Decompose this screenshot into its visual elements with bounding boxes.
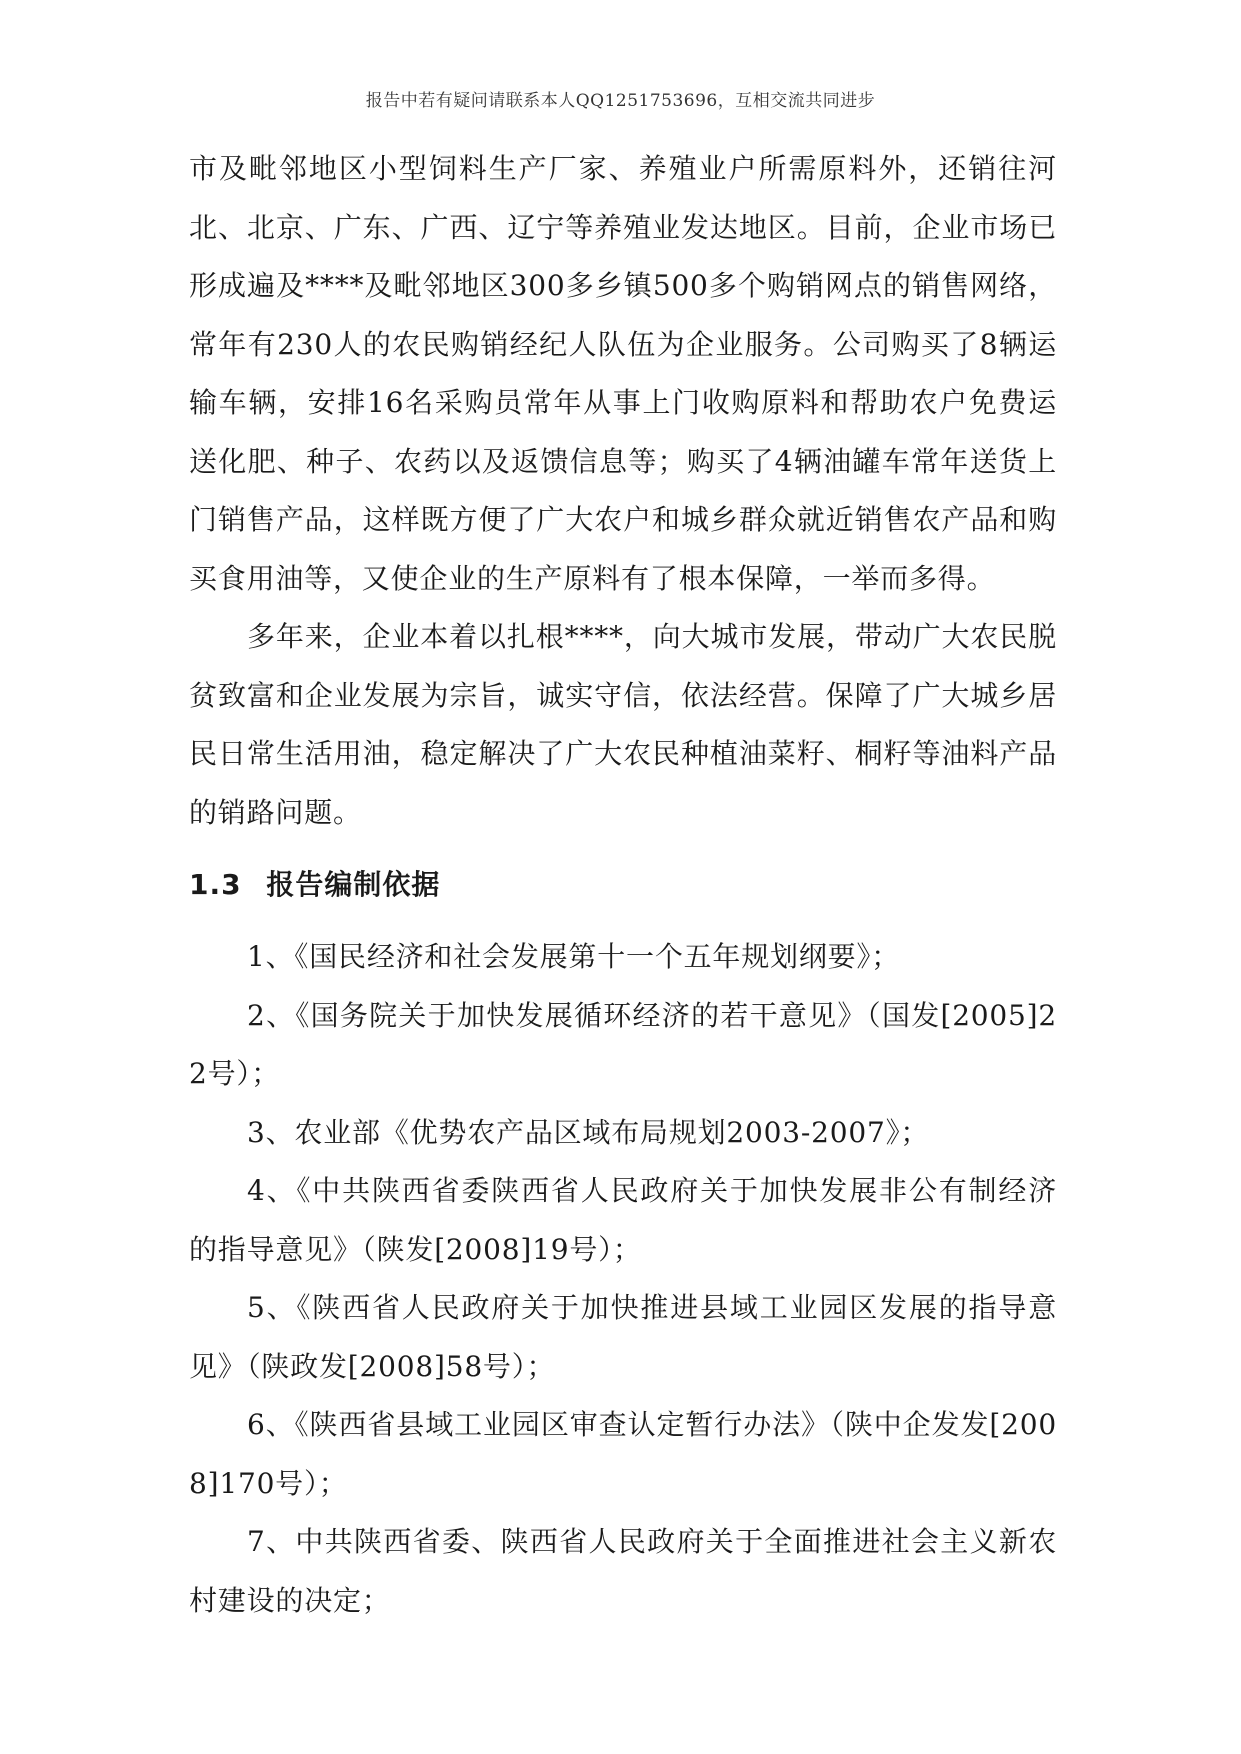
reference-item-3: 3、农业部《优势农产品区域布局规划2003-2007》； [247, 1115, 930, 1149]
reference-item-1: 1、《国民经济和社会发展第十一个五年规划纲要》； [247, 940, 901, 973]
reference-item-5: 5、《陕西省人民政府关于加快推进县域工业园区发展的指导意见》（陕政发[2008]58号）； [189, 1291, 1057, 1383]
section-title: 报告编制依据 [266, 868, 441, 901]
body-paragraph-2: 多年来，企业本着以扎根****，向大城市发展，带动广大农民脱贫致富和企业发展为宗旨，诚实守信，依法经营。保障了广大城乡居民日常生活用油，稳定解决了广大农民种植油菜籽、桐籽等油料产品的销路问题。 [189, 620, 1057, 829]
reference-item-2: 2、《国务院关于加快发展循环经济的若干意见》（国发[2005]22号）； [189, 998, 1057, 1090]
reference-item-4: 4、《中共陕西省委陕西省人民政府关于加快发展非公有制经济的指导意见》（陕发[2008]19号）； [189, 1174, 1057, 1266]
body-paragraph-1: 市及毗邻地区小型饲料生产厂家、养殖业户所需原料外，还销往河北、北京、广东、广西、辽宁等养殖业发达地区。目前，企业市场已形成遍及****及毗邻地区300多乡镇500多个购销网点的销售网络，常年有230人的农民购销经纪人队伍为企业服务。公司购买了8辆运输车辆，安排16名采购员常年从事上门收购原料和帮助农户免费运送化肥、种子、农药以及返馈信息等；购买了4辆油罐车常年送货上门销售产品，这样既方便了广大农户和城乡群众就近销售农产品和购买食用油等，又使企业的生产原料有了根本保障，一举而多得。 [189, 152, 1057, 595]
reference-item-6: 6、《陕西省县域工业园区审查认定暂行办法》（陕中企发发[2008]170号）； [189, 1408, 1057, 1500]
page-header: 报告中若有疑问请联系本人QQ1251753696，互相交流共同进步 [365, 91, 876, 111]
section-heading [189, 856, 1057, 914]
reference-item-7: 7、中共陕西省委、陕西省人民政府关于全面推进社会主义新农村建设的决定； [189, 1525, 1057, 1617]
reference-list [189, 928, 1057, 1630]
document-body [189, 140, 1057, 1630]
section-number: 1.3 [189, 868, 242, 901]
